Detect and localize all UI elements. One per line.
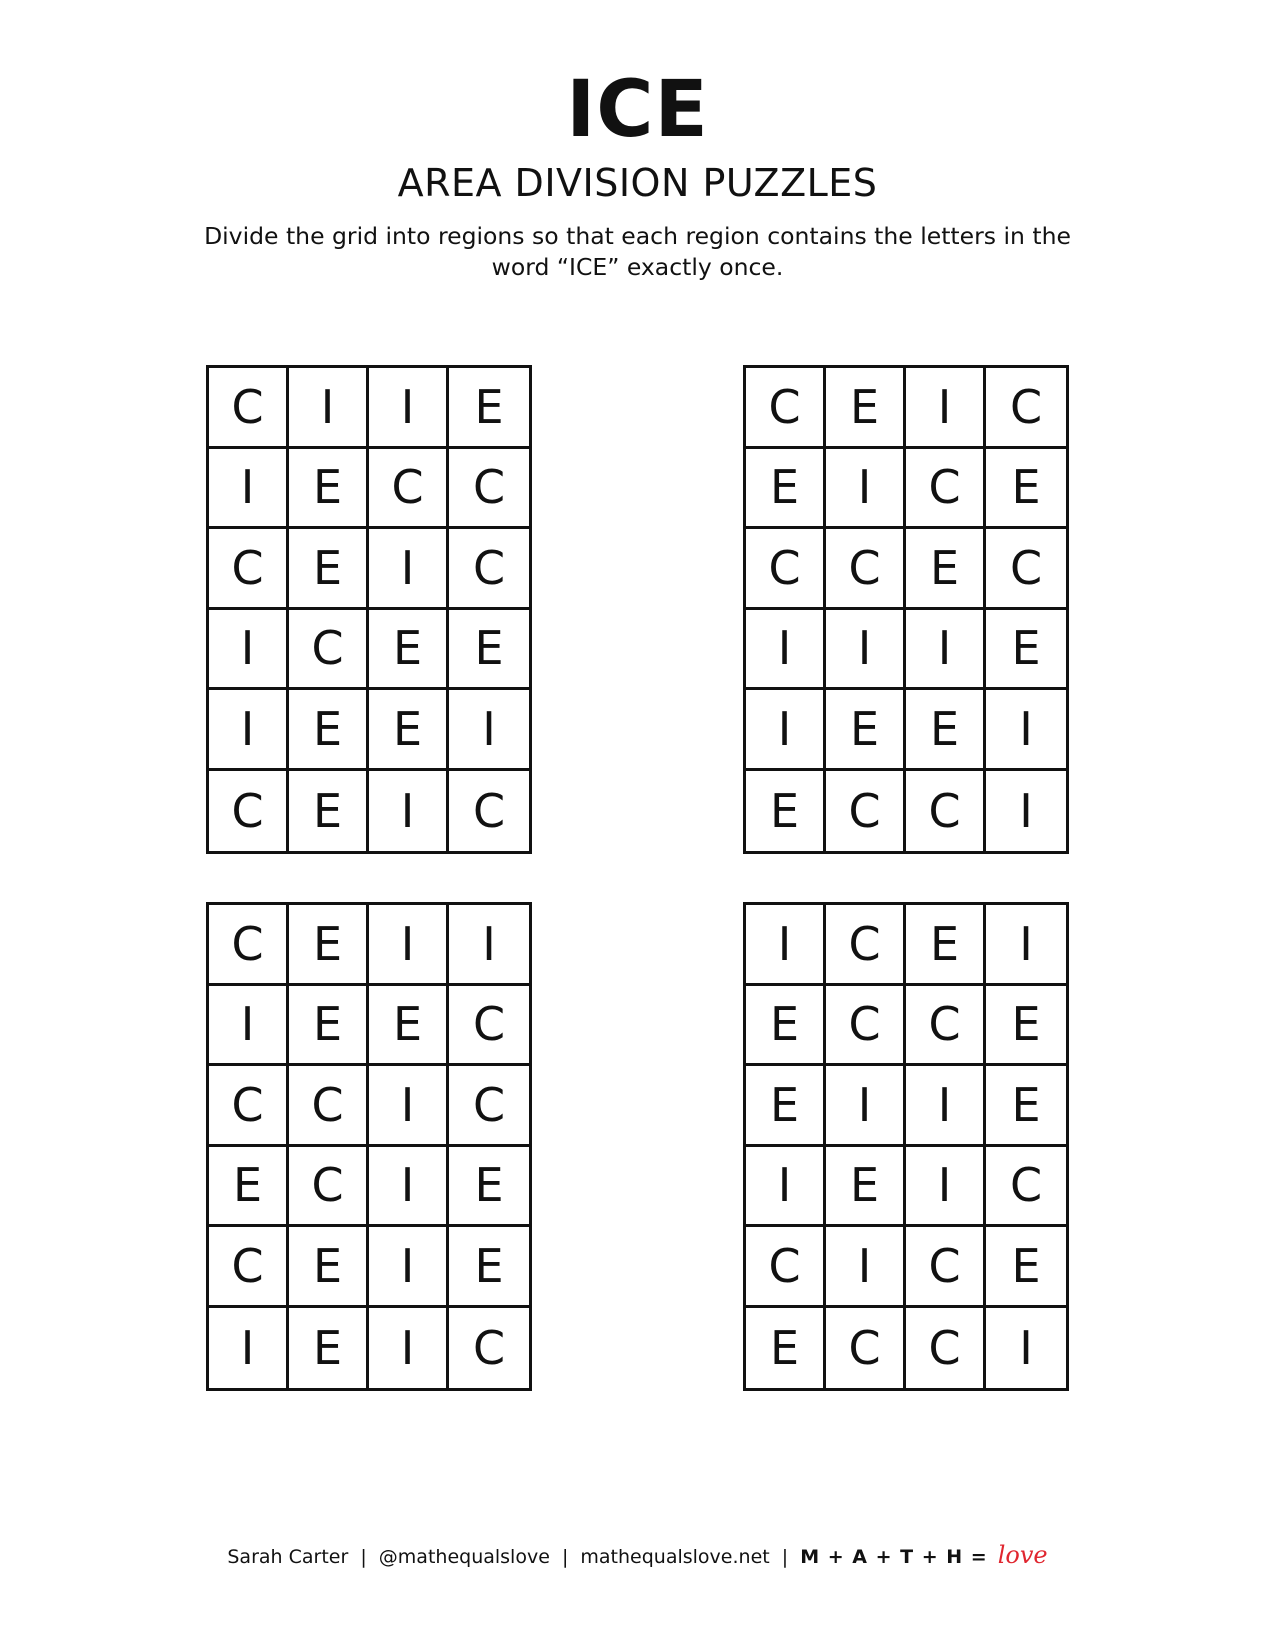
grid-cell: I bbox=[746, 905, 826, 986]
grid-cell: C bbox=[289, 610, 369, 691]
grid-cell: C bbox=[209, 1227, 289, 1308]
grid-cell: I bbox=[209, 449, 289, 530]
grid-cell: C bbox=[472, 1320, 506, 1375]
footer-separator: | bbox=[561, 1546, 569, 1568]
grid-cell: C bbox=[449, 529, 529, 610]
grid-cell: E bbox=[986, 610, 1066, 691]
grid-cell: C bbox=[449, 1066, 529, 1147]
grid-cell: E bbox=[826, 690, 906, 771]
grid-cell: E bbox=[289, 1308, 369, 1389]
grid-cell: I bbox=[369, 905, 449, 986]
grid-cell: C bbox=[826, 1308, 906, 1389]
grid-cell: C bbox=[209, 529, 289, 610]
grid-cell: C bbox=[472, 783, 506, 838]
grid-cell: I bbox=[986, 905, 1066, 986]
grid-cell: E bbox=[289, 1227, 369, 1308]
grid-cell: E bbox=[289, 905, 369, 986]
grid-cell: C bbox=[209, 771, 289, 852]
grid-cell: E bbox=[986, 1227, 1066, 1308]
grid-cell: C bbox=[986, 368, 1066, 449]
grid-cell: E bbox=[746, 986, 826, 1067]
grid-cell: C bbox=[906, 771, 986, 852]
grid-cell: I bbox=[369, 1147, 449, 1228]
grid-cell: E bbox=[369, 610, 449, 691]
footer-handle: @mathequalslove bbox=[378, 1546, 550, 1568]
grid-cell: I bbox=[906, 368, 986, 449]
grid-cell: C bbox=[369, 449, 449, 530]
grid-cell: E bbox=[986, 449, 1066, 530]
grid-cell: E bbox=[209, 1147, 289, 1228]
grid-cell: C bbox=[906, 986, 986, 1067]
grid-cell: I bbox=[746, 1147, 826, 1228]
grid-cell: E bbox=[906, 905, 986, 986]
grid-cell: I bbox=[746, 690, 826, 771]
grid-cell: I bbox=[746, 610, 826, 691]
grid-cell: E bbox=[906, 690, 986, 771]
grid-cell: E bbox=[289, 690, 369, 771]
grid-cell: I bbox=[209, 986, 289, 1067]
grid-cell: C bbox=[449, 449, 529, 530]
grid-cell: E bbox=[746, 1066, 826, 1147]
grid-cell: I bbox=[209, 610, 289, 691]
puzzle-grid-3 bbox=[206, 902, 532, 1391]
grid-cell: I bbox=[209, 690, 289, 771]
page-subtitle: AREA DIVISION PUZZLES bbox=[397, 161, 878, 205]
grid-cell: I bbox=[826, 1066, 906, 1147]
grid-cell: C bbox=[746, 1227, 826, 1308]
grid-cell: I bbox=[906, 1147, 986, 1228]
grid-cell: I bbox=[1019, 1320, 1033, 1375]
grid-cell: I bbox=[289, 368, 369, 449]
footer-love-logo: love bbox=[997, 1541, 1048, 1569]
grid-cell: C bbox=[826, 986, 906, 1067]
grid-cell: I bbox=[826, 1227, 906, 1308]
grid-cell: E bbox=[746, 1308, 826, 1389]
grid-cell: C bbox=[826, 905, 906, 986]
instructions-text: Divide the grid into regions so that each region contains the letters in the word “ICE” exactly once. bbox=[204, 222, 1071, 281]
grid-cell: I bbox=[1019, 783, 1033, 838]
grid-cell: E bbox=[986, 1066, 1066, 1147]
grid-cell: E bbox=[289, 529, 369, 610]
grid-cell: C bbox=[906, 449, 986, 530]
grid-cell: E bbox=[369, 690, 449, 771]
page-title: ICE bbox=[566, 65, 709, 155]
grid-cell: E bbox=[746, 449, 826, 530]
grid-cell: I bbox=[906, 610, 986, 691]
grid-cell: I bbox=[209, 1308, 289, 1389]
footer-author: Sarah Carter bbox=[227, 1546, 349, 1568]
grid-cell: E bbox=[746, 771, 826, 852]
grid-cell: E bbox=[289, 986, 369, 1067]
grid-cell: I bbox=[369, 368, 449, 449]
grid-cell: I bbox=[369, 1308, 449, 1389]
grid-cell: I bbox=[826, 610, 906, 691]
grid-cell: I bbox=[449, 690, 529, 771]
grid-cell: C bbox=[209, 368, 289, 449]
grid-cell: I bbox=[369, 529, 449, 610]
grid-cell: C bbox=[826, 771, 906, 852]
grid-cell: C bbox=[906, 1227, 986, 1308]
footer-brand-logo: M + A + T + H = bbox=[800, 1546, 988, 1568]
grid-cell: I bbox=[449, 905, 529, 986]
grid-cell: C bbox=[906, 1308, 986, 1389]
grid-cell: C bbox=[746, 529, 826, 610]
grid-cell: I bbox=[986, 690, 1066, 771]
grid-cell: E bbox=[449, 368, 529, 449]
grid-cell: I bbox=[826, 449, 906, 530]
grid-cell: E bbox=[986, 986, 1066, 1067]
puzzle-grid-2 bbox=[743, 365, 1069, 854]
grid-cell: C bbox=[209, 905, 289, 986]
grid-cell: C bbox=[826, 529, 906, 610]
grid-cell: I bbox=[369, 1066, 449, 1147]
footer-website: mathequalslove.net bbox=[580, 1546, 770, 1568]
grid-cell: E bbox=[289, 449, 369, 530]
puzzle-grid-4 bbox=[743, 902, 1069, 1391]
footer bbox=[0, 1540, 1275, 1572]
grid-cell: C bbox=[746, 368, 826, 449]
puzzle-grid-1 bbox=[206, 365, 532, 854]
grid-cell: E bbox=[449, 610, 529, 691]
grid-cell: E bbox=[289, 771, 369, 852]
grid-cell: C bbox=[986, 1147, 1066, 1228]
grid-cell: E bbox=[369, 986, 449, 1067]
grid-cell: C bbox=[449, 986, 529, 1067]
grid-cell: C bbox=[289, 1147, 369, 1228]
grid-cell: C bbox=[209, 1066, 289, 1147]
grid-cell: C bbox=[986, 529, 1066, 610]
footer-separator: | bbox=[781, 1546, 789, 1568]
grid-cell: E bbox=[906, 529, 986, 610]
grid-cell: E bbox=[826, 1147, 906, 1228]
grid-cell: E bbox=[449, 1147, 529, 1228]
grid-cell: C bbox=[289, 1066, 369, 1147]
footer-separator: | bbox=[360, 1546, 367, 1568]
grid-cell: I bbox=[369, 771, 449, 852]
grid-cell: I bbox=[906, 1066, 986, 1147]
grid-cell: I bbox=[369, 1227, 449, 1308]
grid-cell: E bbox=[826, 368, 906, 449]
grid-cell: E bbox=[449, 1227, 529, 1308]
